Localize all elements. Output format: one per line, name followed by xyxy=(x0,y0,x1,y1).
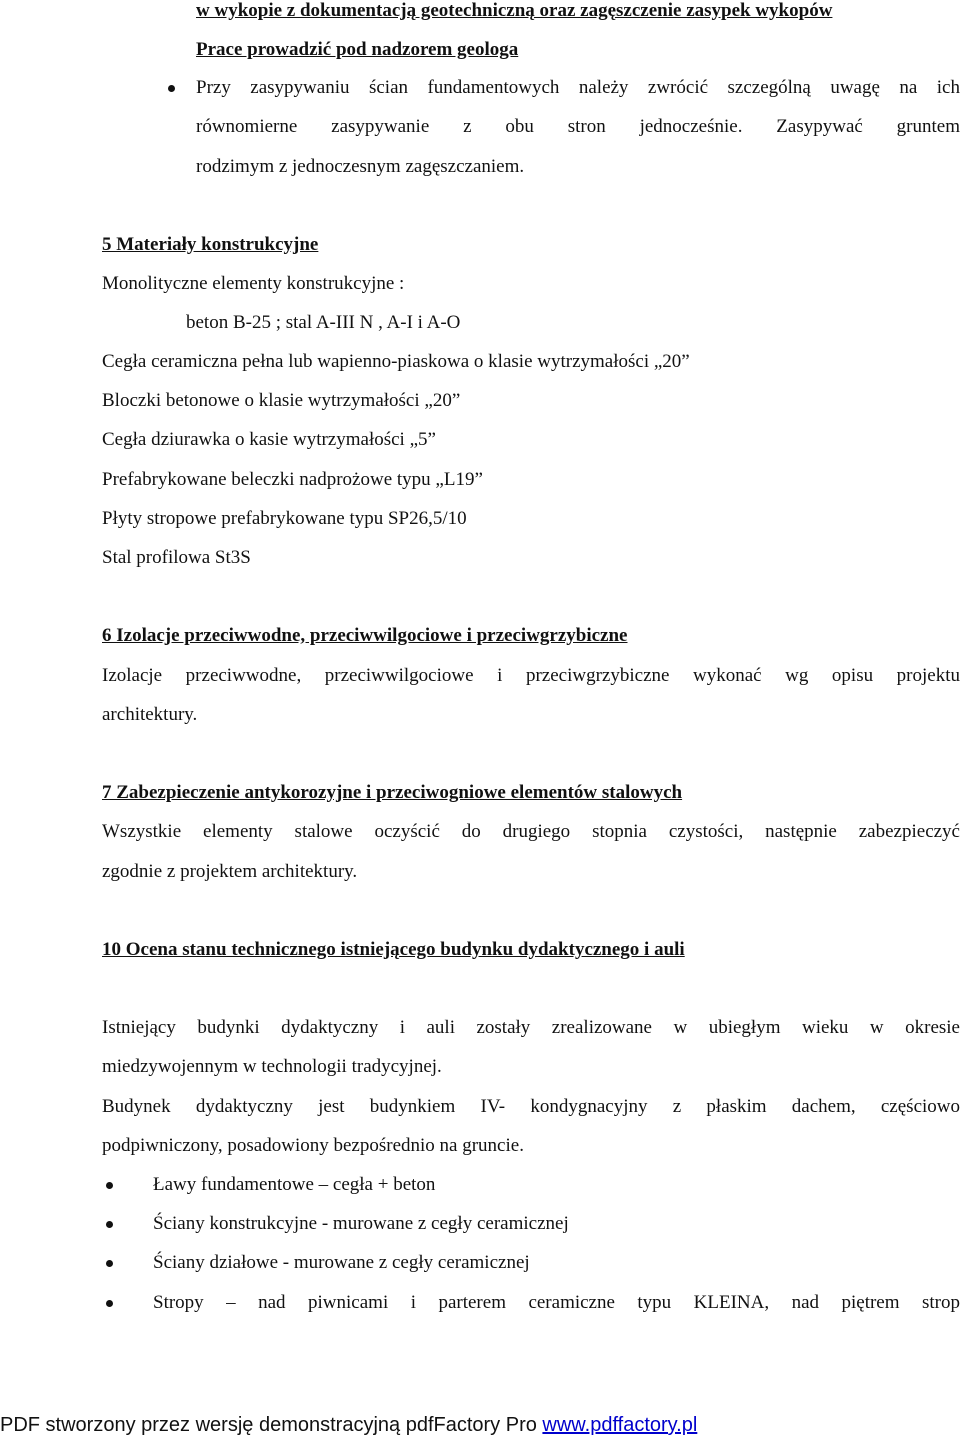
section-10-list-item: Ławy fundamentowe – cegła + beton xyxy=(153,1174,436,1195)
section-10-paragraph-1-line-1: Istniejący budynki dydaktyczny i auli zostały zrealizowane w ubiegłym wieku w okresie xyxy=(102,1017,960,1038)
section-5-line: Stal profilowa St3S xyxy=(102,547,251,568)
section-5-line: beton B-25 ; stal A-III N , A-I i A-O xyxy=(186,312,461,333)
section-5-line: Monolityczne elementy konstrukcyjne : xyxy=(102,273,405,294)
section-10-list-item: Ściany konstrukcyjne - murowane z cegły ceramicznej xyxy=(153,1213,569,1234)
bullet-icon xyxy=(106,1221,113,1228)
section-10-heading: 10 Ocena stanu technicznego istniejącego budynku dydaktycznego i auli xyxy=(102,939,685,960)
bullet-icon xyxy=(106,1182,113,1189)
pdf-footer xyxy=(0,1412,697,1438)
section-5-line: Płyty stropowe prefabrykowane typu SP26,5/10 xyxy=(102,508,467,529)
top-bullet-line-3: rodzimym z jednoczesnym zagęszczaniem. xyxy=(196,156,525,177)
footer-link[interactable]: www.pdffactory.pl xyxy=(542,1414,698,1436)
bullet-icon xyxy=(106,1260,113,1267)
section-6-line-1: Izolacje przeciwwodne, przeciwwilgociowe i przeciwgrzybiczne wykonać wg opisu projektu xyxy=(102,665,960,686)
top-bullet-line-1: Przy zasypywaniu ścian fundamentowych należy zwrócić szczególną uwagę na ich xyxy=(196,77,960,98)
section-10-paragraph-1-line-2: miedzywojennym w technologii tradycyjnej. xyxy=(102,1056,442,1077)
section-6-line-2: architektury. xyxy=(102,704,198,725)
section-6-heading: 6 Izolacje przeciwwodne, przeciwwilgociowe i przeciwgrzybiczne xyxy=(102,625,628,646)
section-5-heading: 5 Materiały konstrukcyjne xyxy=(102,234,319,255)
bullet-icon xyxy=(168,85,175,92)
section-5-line: Cegła ceramiczna pełna lub wapienno-piaskowa o klasie wytrzymałości „20” xyxy=(102,351,690,372)
section-7-heading: 7 Zabezpieczenie antykorozyjne i przeciwogniowe elementów stalowych xyxy=(102,782,683,803)
section-5-line: Cegła dziurawka o kasie wytrzymałości „5” xyxy=(102,429,436,450)
section-10-list-item: Ściany działowe - murowane z cegły ceramicznej xyxy=(153,1252,530,1273)
section-7-line-2: zgodnie z projektem architektury. xyxy=(102,861,358,882)
top-line-1: w wykopie z dokumentacją geotechniczną oraz zagęszczenie zasypek wykopów xyxy=(196,0,833,21)
footer-text: PDF stworzony przez wersję demonstracyjną pdfFactory Pro xyxy=(0,1414,543,1436)
top-bullet-line-2: równomierne zasypywanie z obu stron jednocześnie. Zasypywać gruntem xyxy=(196,116,960,137)
section-10-paragraph-2-line-2: podpiwniczony, posadowiony bezpośrednio na gruncie. xyxy=(102,1135,524,1156)
section-7-line-1: Wszystkie elementy stalowe oczyścić do drugiego stopnia czystości, następnie zabezpieczyć xyxy=(102,821,960,842)
section-10-paragraph-2-line-1: Budynek dydaktyczny jest budynkiem IV- kondygnacyjny z płaskim dachem, częściowo xyxy=(102,1096,960,1117)
section-10-list-item: Stropy – nad piwnicami i parterem ceramiczne typu KLEINA, nad piętrem strop xyxy=(153,1292,960,1313)
top-line-2: Prace prowadzić pod nadzorem geologa xyxy=(196,39,519,60)
section-5-line: Bloczki betonowe o klasie wytrzymałości „20” xyxy=(102,390,461,411)
section-5-line: Prefabrykowane beleczki nadprożowe typu „L19” xyxy=(102,469,483,490)
bullet-icon xyxy=(106,1300,113,1307)
